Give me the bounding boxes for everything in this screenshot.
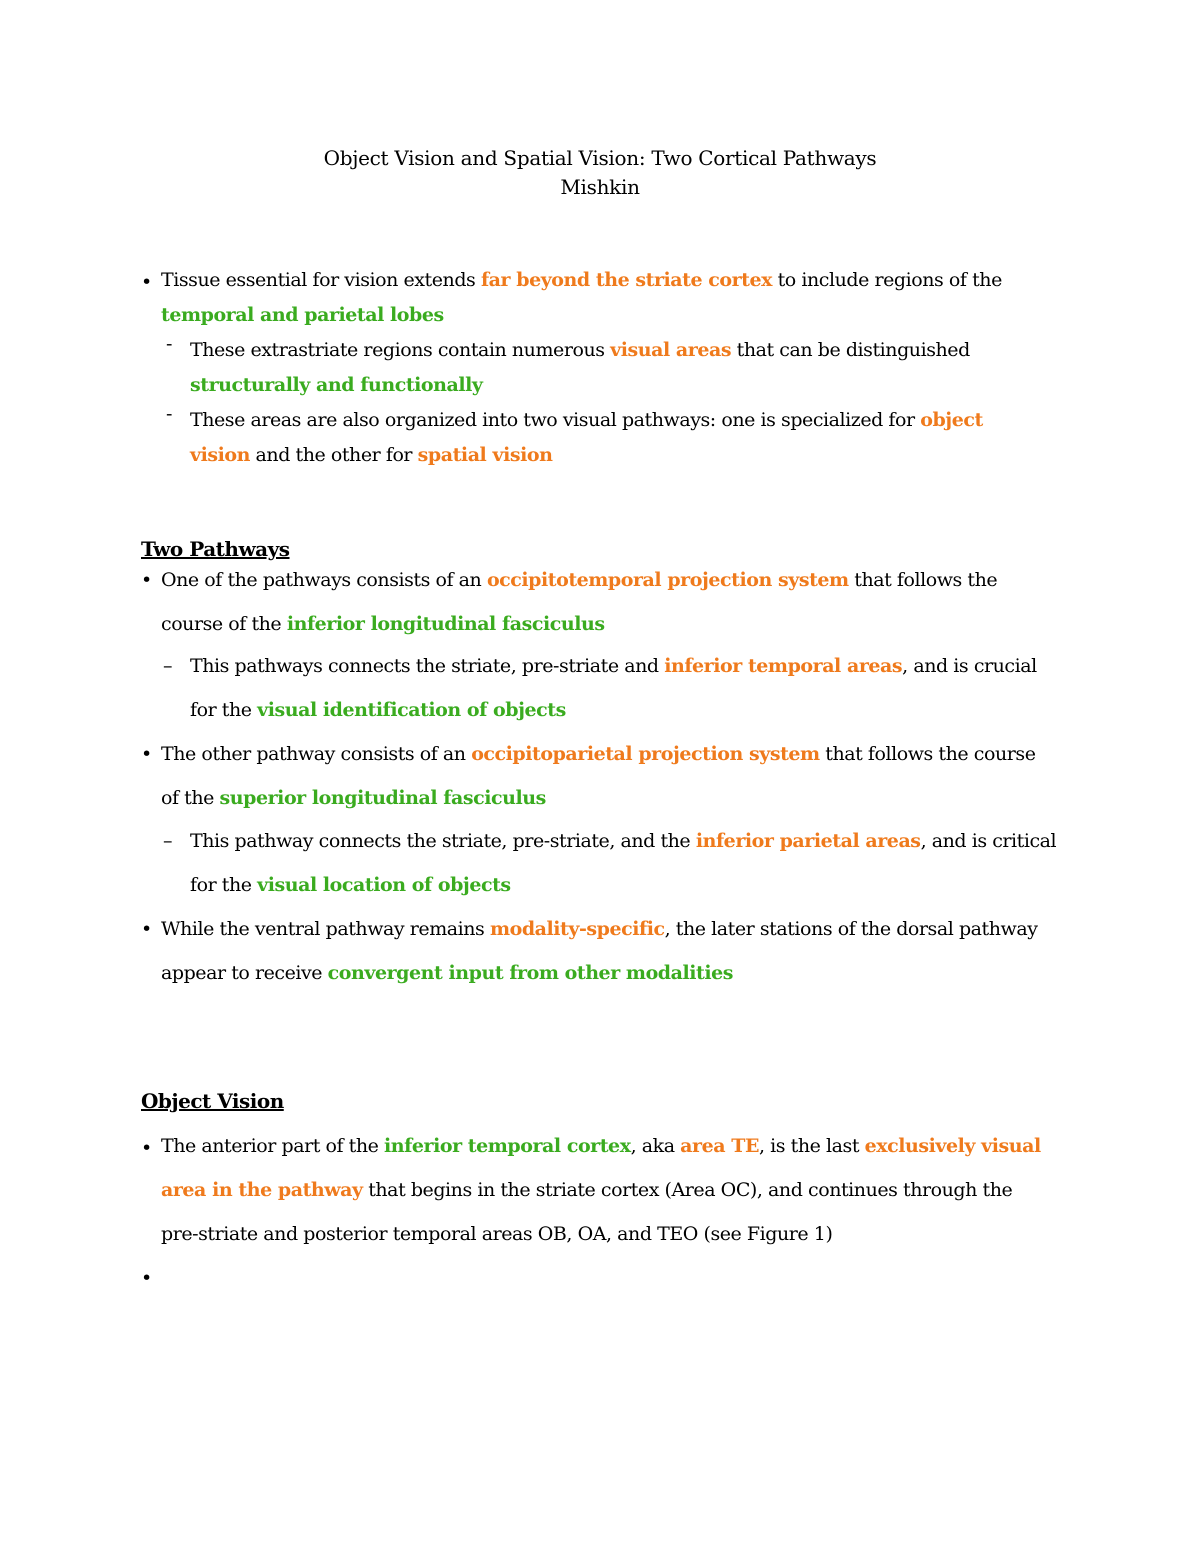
pathway-bullet (161, 907, 1038, 995)
dash-marker: - (166, 333, 173, 355)
text-line (161, 732, 1035, 776)
pathway-bullet (161, 558, 997, 646)
section-heading-two-pathways: Two Pathways (141, 537, 290, 561)
highlight-text: superior longitudinal fasciculus (219, 787, 546, 809)
text-line (190, 333, 970, 368)
highlight-text: temporal and parietal lobes (161, 304, 444, 326)
highlight-text: vision (190, 444, 250, 466)
bullet-marker: • (141, 743, 153, 765)
text-line (161, 602, 997, 646)
highlight-text: occipitotemporal projection system (486, 569, 849, 591)
body-text: These areas are also organized into two visual pathways: one is specialized for (190, 409, 921, 431)
body-text: While the ventral pathway remains (161, 918, 490, 940)
body-text: , and is critical (920, 830, 1057, 852)
highlight-text: visual areas (610, 339, 732, 361)
body-text: The anterior part of the (161, 1135, 385, 1157)
text-line (190, 688, 1037, 732)
bullet-marker: • (141, 1137, 153, 1159)
document-author: Mishkin (560, 175, 640, 199)
body-text: These extrastriate regions contain numerous (190, 339, 611, 361)
body-text: that follows the (848, 569, 998, 591)
body-text: for the (190, 699, 258, 721)
text-line (161, 1124, 1041, 1168)
body-text: , aka (630, 1135, 681, 1157)
body-text: This pathway connects the striate, pre-striate, and the (190, 830, 696, 852)
dash-marker: – (163, 830, 173, 852)
highlight-text: exclusively visual (864, 1135, 1041, 1157)
highlight-text: spatial vision (417, 444, 553, 466)
body-text: to include regions of the (772, 269, 1002, 291)
intro-bullet (161, 263, 1002, 333)
body-text: One of the pathways consists of an (161, 569, 487, 591)
highlight-text: occipitoparietal projection system (471, 743, 820, 765)
text-line (161, 263, 1002, 298)
body-text: pre-striate and posterior temporal areas OB, OA, and TEO (see Figure 1) (161, 1223, 833, 1245)
section-heading-object-vision: Object Vision (141, 1089, 284, 1113)
pathway-bullet (161, 732, 1035, 820)
body-text: and the other for (249, 444, 418, 466)
text-line (190, 863, 1056, 907)
dash-marker: – (163, 655, 173, 677)
highlight-text: inferior temporal areas (664, 655, 903, 677)
text-line (161, 558, 997, 602)
text-line (161, 1212, 1041, 1256)
text-line (161, 776, 1035, 820)
text-line (161, 951, 1038, 995)
text-line (190, 368, 970, 403)
bullet-marker: • (141, 569, 153, 591)
body-text: of the (161, 787, 220, 809)
body-text: , and is crucial (902, 655, 1037, 677)
pathway-sub-bullet (190, 819, 1056, 907)
text-line (190, 438, 983, 473)
highlight-text: area TE (680, 1135, 759, 1157)
highlight-text: inferior parietal areas (695, 830, 921, 852)
highlight-text: convergent input from other modalities (327, 962, 734, 984)
highlight-text: object (920, 409, 983, 431)
body-text: Tissue essential for vision extends (161, 269, 481, 291)
text-line (161, 907, 1038, 951)
text-line (161, 1168, 1041, 1212)
bullet-marker: • (141, 918, 153, 940)
highlight-text: area in the pathway (161, 1179, 363, 1201)
body-text: This pathways connects the striate, pre-striate and (190, 655, 665, 677)
body-text: appear to receive (161, 962, 328, 984)
highlight-text: far beyond the striate cortex (480, 269, 773, 291)
highlight-text: inferior temporal cortex (384, 1135, 631, 1157)
document-title: Object Vision and Spatial Vision: Two Cortical Pathways (323, 146, 877, 170)
body-text: The other pathway consists of an (161, 743, 472, 765)
bullet-marker: • (141, 1267, 153, 1289)
body-text: for the (190, 874, 258, 896)
title-block (0, 144, 1200, 202)
body-text: that begins in the striate cortex (Area OC), and continues through the (362, 1179, 1013, 1201)
text-line (161, 298, 1002, 333)
highlight-text: modality-specific (489, 918, 665, 940)
highlight-text: inferior longitudinal fasciculus (286, 613, 605, 635)
body-text: that follows the course (819, 743, 1036, 765)
bullet-marker: • (141, 271, 153, 293)
intro-sub-bullet (190, 403, 983, 473)
intro-sub-bullet (190, 333, 970, 403)
object-vision-bullet (161, 1124, 1041, 1256)
text-line (190, 644, 1037, 688)
pathway-sub-bullet (190, 644, 1037, 732)
body-text: , is the last (758, 1135, 865, 1157)
highlight-text: visual location of objects (257, 874, 511, 896)
highlight-text: structurally and functionally (190, 374, 483, 396)
body-text: , the later stations of the dorsal pathway (664, 918, 1038, 940)
body-text: that can be distinguished (731, 339, 970, 361)
text-line (190, 819, 1056, 863)
dash-marker: - (166, 403, 173, 425)
text-line (190, 403, 983, 438)
body-text: course of the (161, 613, 287, 635)
highlight-text: visual identification of objects (257, 699, 566, 721)
